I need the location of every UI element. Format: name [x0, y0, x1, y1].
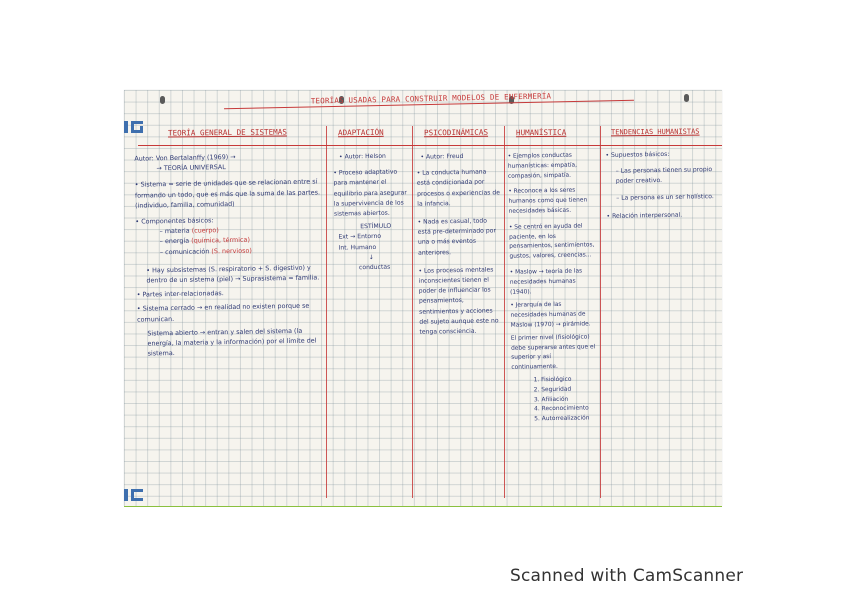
- reconoce-paragraph: • Reconoce a los seres humanos como que tienen necesidades básicas.: [508, 188, 588, 215]
- column-sistemas-content: [134, 150, 326, 362]
- column-header-sistemas: TEORÍA GENERAL DE SISTEMAS: [167, 127, 287, 138]
- column-header-humanistica: HUMANÍSTICA: [515, 127, 567, 138]
- header-rule: [138, 145, 722, 146]
- relacion-paragraph: • Relación interpersonal.: [606, 211, 683, 220]
- supuestos-heading: • Supuestos básicos:: [605, 150, 670, 159]
- supuesto-item: – La persona es un ser holístico.: [616, 192, 714, 202]
- nivel-paragraph: El primer nivel (fisiológico) debe superarse antes que el superior y así continuamente.: [510, 334, 596, 371]
- componente-note: (S. nervioso): [211, 246, 252, 255]
- sistema-abierto-paragraph: Sistema abierto → entran y salen del sistema (la energía, la materia y la información) por el límite del sistema.: [147, 326, 317, 358]
- componente-note: (cuerpo): [191, 226, 219, 235]
- supuesto-item: – Las personas tienen su propio poder creativo.: [615, 166, 713, 186]
- sistema-cerrado-paragraph: • Sistema cerrado → en realidad no existen porque se comunican.: [136, 302, 310, 324]
- autor-line: • Autor: Freud: [420, 152, 464, 161]
- estimulo-label: ESTÍMULO: [360, 222, 392, 231]
- column-divider: [412, 126, 413, 498]
- column-header-psicodinamicas: PSICODINÁMICAS: [423, 127, 489, 138]
- maslow-paragraph: • Maslow → teoría de las necesidades humanas (1940).: [509, 268, 583, 296]
- componente-label: – comunicación: [159, 246, 210, 256]
- componente-label: – energía: [159, 237, 190, 246]
- column-divider: [504, 126, 505, 498]
- jerarquia-paragraph: • Jerarquía de las necesidades humanas de Maslow (1970) → pirámide.: [510, 302, 591, 329]
- column-psicodinamicas-content: [416, 151, 503, 341]
- nivel-item: 3. Afiliación: [533, 396, 569, 403]
- subsistemas-paragraph: • Hay subsistemas (S. respiratorio + S. digestivo) y dentro de un sistema (piel) → Suprasistema = familia.: [146, 263, 320, 285]
- scanner-watermark: Scanned with CamScanner: [510, 566, 744, 586]
- column-humanistica-content: [508, 151, 601, 425]
- ayuda-paragraph: • Se centró en ayuda del paciente, en los pensamientos, sentimientos, gustos, valores, creencias...: [508, 223, 595, 260]
- componentes-heading: • Componentes básicos:: [135, 216, 214, 226]
- componente-label: – materia: [159, 226, 190, 236]
- conductas-label: conductas: [358, 263, 391, 272]
- casual-paragraph: • Nada es casual, todo está pre-determinado por una o más eventos anteriores.: [417, 217, 496, 257]
- down-arrow-icon: ↓: [368, 253, 374, 261]
- notebook-logo-icon: [124, 489, 146, 503]
- notebook-sheet: [124, 90, 722, 506]
- column-divider: [326, 126, 327, 498]
- punch-hole: [684, 94, 689, 102]
- nivel-item: 1. Fisiológico: [533, 376, 572, 384]
- componente-note: (química, térmica): [191, 236, 250, 246]
- nivel-item: 4. Reconocimiento: [534, 405, 589, 413]
- column-divider: [600, 126, 601, 498]
- adaptacion-paragraph: • Proceso adaptativo para mantener el equilibrio para asegurar la supervivencia de los sistemas abiertos.: [333, 168, 407, 218]
- column-tendencias-content: [605, 149, 718, 225]
- column-adaptacion-content: [333, 151, 411, 274]
- ejemplos-paragraph: • Ejemplos conductas humanísticas: empatía, compasión, simpatía.: [507, 152, 578, 180]
- page-title: TEORÍAS USADAS PARA CONSTRUIR MODELOS DE ENFERMERÍA: [310, 91, 552, 106]
- estimulo-int: Int. Humano: [338, 243, 377, 252]
- notebook-logo-icon: [124, 121, 146, 135]
- autor-line-2: → TEORÍA UNIVERSAL: [156, 163, 226, 173]
- estimulo-ext: Ext → Entorno: [338, 233, 382, 242]
- column-header-tendencias: TENDENCIAS HUMANISTAS: [610, 127, 700, 137]
- conducta-paragraph: • La conducta humana está condicionada por procesos o experiencias de la infancia.: [416, 168, 501, 208]
- procesos-paragraph: • Los procesos mentales inconscientes tienen el poder de influenciar los pensamientos, sentimientos y acciones del sujeto aunque este no tenga consciencia.: [418, 266, 499, 336]
- nivel-item: 5. Autorrealización: [534, 415, 590, 423]
- autor-line: • Autor: Helson: [338, 152, 386, 161]
- definition-paragraph: • Sistema = serie de unidades que se relacionan entre sí formando un todo, que es más que la suma de las partes. (individuo, familia, comunidad): [134, 177, 321, 210]
- nivel-item: 2. Seguridad: [533, 386, 572, 394]
- column-header-adaptacion: ADAPTACIÓN: [337, 127, 384, 138]
- punch-hole: [160, 96, 165, 104]
- partes-paragraph: • Partes inter-relacionadas.: [136, 289, 224, 299]
- autor-line: Autor: Von Bertalanffy (1969) →: [134, 152, 236, 163]
